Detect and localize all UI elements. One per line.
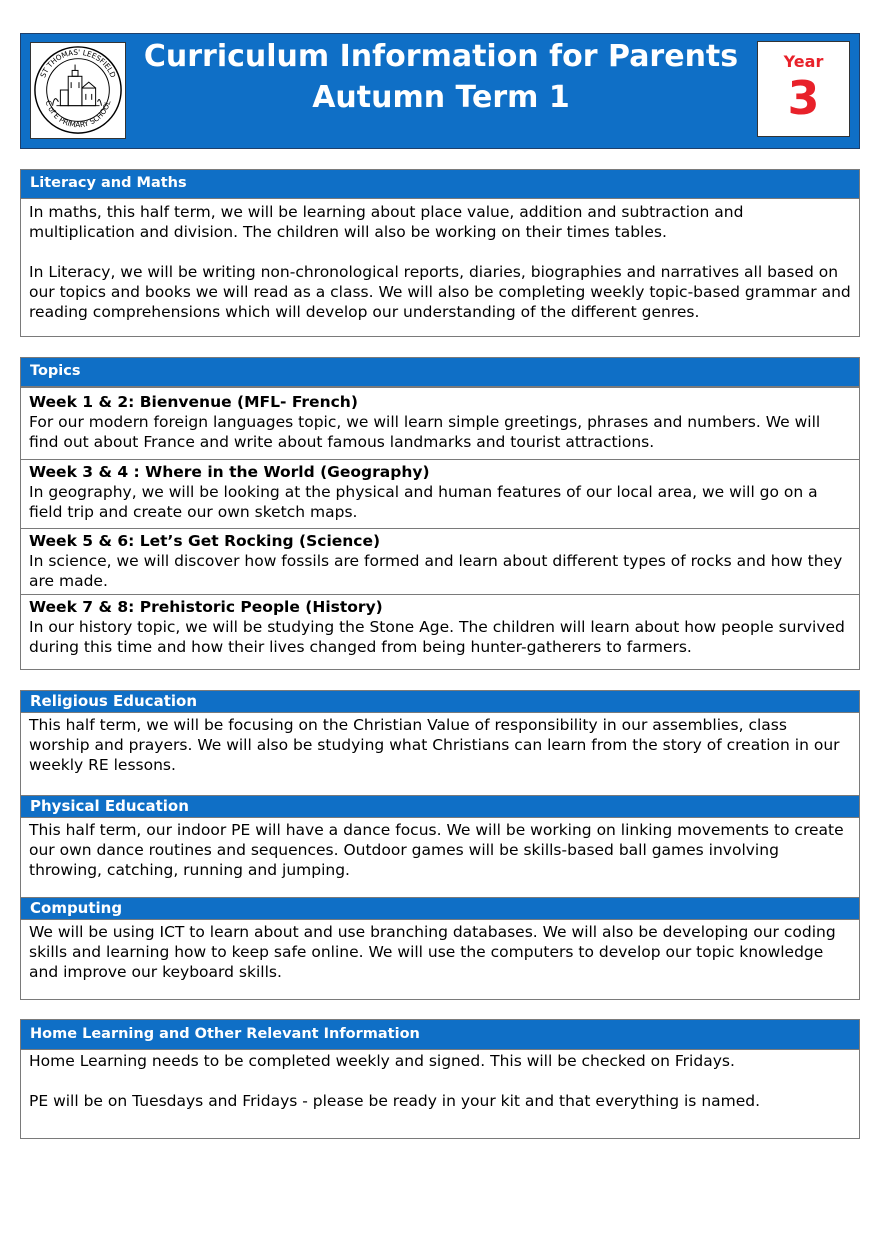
topics-section [20, 357, 860, 670]
home-learning-paragraph: Home Learning needs to be completed weekly and signed. This will be checked on Fridays. [29, 1052, 735, 1070]
page-header [20, 33, 860, 149]
re-subsection [21, 691, 859, 795]
topic-text: For our modern foreign languages topic, we will learn simple greetings, phrases and numbers. We will find out about France and write about famous landmarks and tourist attractions. [29, 413, 821, 451]
pe-days-paragraph: PE will be on Tuesdays and Fridays - please be ready in your kit and that everything is named. [29, 1092, 761, 1110]
school-logo [30, 42, 126, 139]
title-line-2: Autumn Term 1 [312, 80, 570, 115]
topics-heading: Topics [21, 358, 859, 387]
year-number: 3 [787, 71, 820, 125]
re-text: This half term, we will be focusing on the Christian Value of responsibility in our assemblies, class worship and prayers. We will also be studying what Christians can learn from the story of creation in our weekly RE lessons. [29, 716, 840, 774]
topic-week-7-8 [21, 594, 859, 664]
subjects-section [20, 690, 860, 1000]
literacy-paragraph: In Literacy, we will be writing non-chronological reports, diaries, biographies and narratives all based on our topics and books we will read as a class. We will also be completing weekly topic-based grammar and reading comprehensions which will develop our understanding of the different genres. [29, 263, 851, 321]
pe-text: This half term, our indoor PE will have a dance focus. We will be working on linking movements to create our own dance routines and sequences. Outdoor games will be skills-based ball games involving throwing, catching, running and jumping. [29, 821, 844, 879]
maths-paragraph: In maths, this half term, we will be learning about place value, addition and subtraction and multiplication and division. The children will also be working on their times tables. [29, 203, 744, 241]
pe-heading: Physical Education [21, 796, 859, 818]
home-learning-body [21, 1050, 859, 1111]
pe-subsection [21, 795, 859, 897]
svg-text:ST THOMAS' LEESFIELD: ST THOMAS' LEESFIELD [38, 47, 118, 79]
topic-week-1-2 [21, 387, 859, 459]
computing-heading: Computing [21, 898, 859, 920]
year-label: Year [783, 52, 824, 71]
topic-title: Week 5 & 6: Let’s Get Rocking (Science) [29, 532, 381, 550]
topic-text: In our history topic, we will be studying the Stone Age. The children will learn about how people survived during this time and how their lives changed from being hunter-gatherers to farmers. [29, 618, 845, 656]
svg-text:C of E PRIMARY SCHOOL: C of E PRIMARY SCHOOL [43, 99, 113, 130]
topic-title: Week 1 & 2: Bienvenue (MFL- French) [29, 393, 358, 411]
re-heading: Religious Education [21, 691, 859, 713]
home-learning-heading: Home Learning and Other Relevant Information [21, 1020, 859, 1050]
topic-week-5-6 [21, 528, 859, 594]
topic-text: In geography, we will be looking at the physical and human features of our local area, we will go on a field trip and create our own sketch maps. [29, 483, 818, 521]
topic-week-3-4 [21, 459, 859, 528]
literacy-maths-body [21, 199, 859, 322]
year-badge [757, 41, 850, 137]
title-line-1: Curriculum Information for Parents [143, 39, 739, 74]
page-title [141, 36, 741, 118]
home-learning-section [20, 1019, 860, 1139]
computing-text: We will be using ICT to learn about and use branching databases. We will also be developing our coding skills and learning how to keep safe online. We will use the computers to develop our topic knowledge and improve our keyboard skills. [29, 923, 836, 981]
topic-text: In science, we will discover how fossils are formed and learn about different types of rocks and how they are made. [29, 552, 843, 590]
topic-title: Week 7 & 8: Prehistoric People (History) [29, 598, 383, 616]
computing-subsection [21, 897, 859, 982]
literacy-maths-heading: Literacy and Maths [21, 170, 859, 199]
literacy-maths-section [20, 169, 860, 337]
topic-title: Week 3 & 4 : Where in the World (Geography) [29, 463, 430, 481]
school-crest-icon [31, 43, 125, 138]
